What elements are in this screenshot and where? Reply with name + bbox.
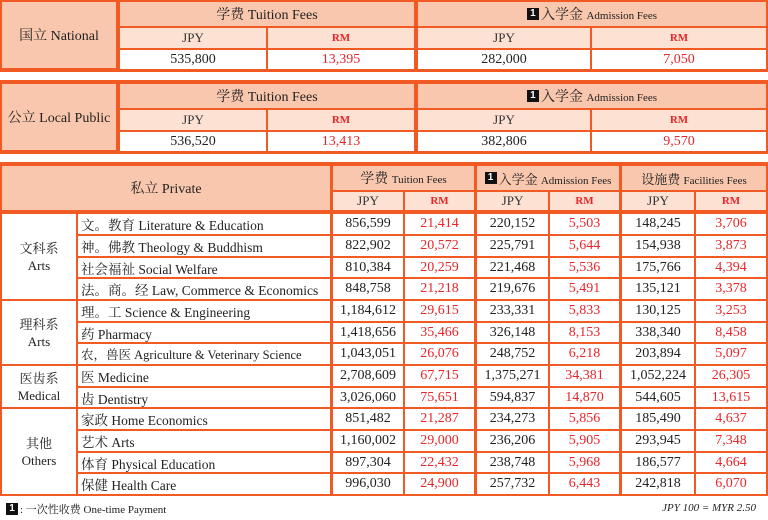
category-medical <box>2 366 76 407</box>
category-en: Medical <box>17 387 61 403</box>
table-cell-admission-rm: 6,443 <box>550 474 619 494</box>
category-en: Arts <box>27 257 51 273</box>
category-en: Others <box>21 452 57 468</box>
table-cell-facilities-rm: 4,394 <box>696 258 766 277</box>
table-cell-admission-jpy: 1,375,271 <box>477 366 548 386</box>
table-cell-tuition-jpy: 996,030 <box>333 474 403 494</box>
private-tuition-jpy-label: JPY <box>333 192 403 210</box>
table-cell-facilities-rm: 4,664 <box>696 453 766 472</box>
table-row-subject: 理。工 Science & Engineering <box>78 301 330 321</box>
table-cell-facilities-jpy: 203,894 <box>622 344 694 364</box>
table-cell-facilities-jpy: 175,766 <box>622 258 694 277</box>
national-tuition-header: 学费 Tuition Fees <box>120 2 414 26</box>
local-tuition-header: 学费 Tuition Fees <box>120 84 414 108</box>
table-cell-admission-rm: 14,870 <box>550 388 619 407</box>
table-cell-facilities-jpy: 242,818 <box>622 474 694 494</box>
category-zh: 医齿系 <box>19 370 59 386</box>
national-label: 国立 National <box>2 2 116 68</box>
national-admission-rm: 7,050 <box>592 50 766 69</box>
table-row-subject: 齿 Dentistry <box>78 388 330 407</box>
private-admission-header <box>477 166 619 190</box>
one-time-badge: 1 <box>6 503 18 515</box>
category-others <box>2 409 76 494</box>
table-cell-facilities-rm: 8,458 <box>696 323 766 342</box>
local-tuition-rm: 13,413 <box>268 132 414 151</box>
category-zh: 其他 <box>25 435 52 451</box>
table-cell-admission-rm: 5,491 <box>550 279 619 299</box>
national-admission-title: 入学金 Admission Fees <box>540 8 658 23</box>
local-label: 公立 Local Public <box>2 84 116 150</box>
one-time-badge: 1 <box>527 90 539 102</box>
table-cell-admission-jpy: 225,791 <box>477 236 548 256</box>
table-cell-tuition-rm: 67,715 <box>405 366 474 386</box>
table-cell-tuition-rm: 29,615 <box>405 301 474 321</box>
table-cell-admission-rm: 5,833 <box>550 301 619 321</box>
local-tuition-rm-label: RM <box>268 110 414 130</box>
private-facilities-rm-label: RM <box>696 192 766 210</box>
table-cell-admission-rm: 5,856 <box>550 409 619 429</box>
table-cell-facilities-rm: 13,615 <box>696 388 766 407</box>
national-tuition-rm: 13,395 <box>268 50 414 69</box>
local-admission-header <box>418 84 766 108</box>
local-admission-rm-label: RM <box>592 110 766 130</box>
table-cell-tuition-rm: 20,572 <box>405 236 474 256</box>
one-time-badge: 1 <box>527 8 539 20</box>
private-admission-jpy-label: JPY <box>477 192 548 210</box>
private-tuition-rm-label: RM <box>405 192 474 210</box>
table-cell-admission-rm: 5,905 <box>550 431 619 451</box>
national-admission-jpy: 282,000 <box>418 50 590 69</box>
national-admission-jpy-label: JPY <box>418 28 590 48</box>
table-cell-tuition-rm: 75,651 <box>405 388 474 407</box>
table-row-subject: 艺术 Arts <box>78 431 330 451</box>
table-row-subject: 体育 Physical Education <box>78 453 330 472</box>
private-facilities-jpy-label: JPY <box>622 192 694 210</box>
table-cell-facilities-jpy: 544,605 <box>622 388 694 407</box>
footnote-text: : 一次性收费 One-time Payment <box>20 504 167 516</box>
table-cell-tuition-rm: 29,000 <box>405 431 474 451</box>
table-cell-tuition-jpy: 851,482 <box>333 409 403 429</box>
table-cell-admission-rm: 5,968 <box>550 453 619 472</box>
table-cell-admission-jpy: 257,732 <box>477 474 548 494</box>
table-cell-admission-rm: 6,218 <box>550 344 619 364</box>
table-cell-tuition-rm: 26,076 <box>405 344 474 364</box>
table-cell-tuition-rm: 21,287 <box>405 409 474 429</box>
table-cell-tuition-jpy: 856,599 <box>333 214 403 234</box>
table-cell-tuition-jpy: 2,708,609 <box>333 366 403 386</box>
table-cell-admission-jpy: 220,152 <box>477 214 548 234</box>
table-row-subject: 保健 Health Care <box>78 474 330 494</box>
category-en: Arts <box>27 333 51 349</box>
table-cell-tuition-jpy: 897,304 <box>333 453 403 472</box>
table-cell-facilities-jpy: 293,945 <box>622 431 694 451</box>
table-cell-facilities-rm: 4,637 <box>696 409 766 429</box>
private-facilities-header <box>622 166 766 190</box>
table-cell-tuition-rm: 20,259 <box>405 258 474 277</box>
table-cell-tuition-jpy: 3,026,060 <box>333 388 403 407</box>
table-cell-tuition-jpy: 1,160,002 <box>333 431 403 451</box>
table-cell-tuition-rm: 35,466 <box>405 323 474 342</box>
table-cell-facilities-jpy: 338,340 <box>622 323 694 342</box>
table-cell-facilities-jpy: 154,938 <box>622 236 694 256</box>
table-cell-admission-jpy: 594,837 <box>477 388 548 407</box>
table-cell-facilities-rm: 26,305 <box>696 366 766 386</box>
private-tuition-title: 学费 Tuition Fees <box>360 172 447 187</box>
table-cell-admission-jpy: 238,748 <box>477 453 548 472</box>
private-label: 私立 Private <box>2 166 330 210</box>
table-cell-admission-rm: 5,503 <box>550 214 619 234</box>
national-admission-rm-label: RM <box>592 28 766 48</box>
table-cell-admission-jpy: 233,331 <box>477 301 548 321</box>
table-cell-admission-jpy: 221,468 <box>477 258 548 277</box>
local-tuition-jpy-label: JPY <box>120 110 266 130</box>
private-admission-rm-label: RM <box>550 192 619 210</box>
national-tuition-jpy-label: JPY <box>120 28 266 48</box>
table-cell-tuition-jpy: 848,758 <box>333 279 403 299</box>
exchange-rate: JPY 100 = MYR 2.50 <box>662 502 756 514</box>
table-row-subject: 社会福祉 Social Welfare <box>78 258 330 277</box>
table-cell-facilities-rm: 3,873 <box>696 236 766 256</box>
table-cell-facilities-rm: 3,378 <box>696 279 766 299</box>
private-tuition-header <box>333 166 474 190</box>
table-row-subject: 法。商。经 Law, Commerce & Economics <box>78 279 330 299</box>
table-cell-tuition-rm: 21,218 <box>405 279 474 299</box>
table-row-subject: 农，兽医 Agriculture & Veterinary Science <box>78 344 330 364</box>
national-admission-header <box>418 2 766 26</box>
table-row-subject: 神。佛教 Theology & Buddhism <box>78 236 330 256</box>
table-cell-facilities-rm: 5,097 <box>696 344 766 364</box>
table-cell-facilities-rm: 3,706 <box>696 214 766 234</box>
local-admission-jpy-label: JPY <box>418 110 590 130</box>
table-cell-tuition-rm: 21,414 <box>405 214 474 234</box>
category-zh: 理科系 <box>19 316 59 332</box>
local-admission-jpy: 382,806 <box>418 132 590 151</box>
category-zh: 文科系 <box>19 240 59 256</box>
private-admission-title: 入学金 Admission Fees <box>498 171 612 187</box>
category-science <box>2 301 76 364</box>
table-cell-tuition-rm: 22,432 <box>405 453 474 472</box>
table-cell-facilities-rm: 6,070 <box>696 474 766 494</box>
table-cell-facilities-rm: 7,348 <box>696 431 766 451</box>
table-row-subject: 医 Medicine <box>78 366 330 386</box>
table-cell-facilities-jpy: 185,490 <box>622 409 694 429</box>
table-cell-tuition-jpy: 1,184,612 <box>333 301 403 321</box>
table-cell-admission-rm: 8,153 <box>550 323 619 342</box>
local-tuition-jpy: 536,520 <box>120 132 266 151</box>
national-tuition-rm-label: RM <box>268 28 414 48</box>
table-cell-admission-rm: 34,381 <box>550 366 619 386</box>
one-time-badge: 1 <box>485 172 497 184</box>
table-cell-admission-rm: 5,644 <box>550 236 619 256</box>
table-cell-tuition-jpy: 1,418,656 <box>333 323 403 342</box>
local-admission-rm: 9,570 <box>592 132 766 151</box>
national-tuition-jpy: 535,800 <box>120 50 266 69</box>
table-cell-tuition-jpy: 810,384 <box>333 258 403 277</box>
table-cell-facilities-jpy: 135,121 <box>622 279 694 299</box>
table-cell-facilities-jpy: 186,577 <box>622 453 694 472</box>
table-cell-admission-jpy: 219,676 <box>477 279 548 299</box>
table-cell-facilities-rm: 3,253 <box>696 301 766 321</box>
table-row-subject: 家政 Home Economics <box>78 409 330 429</box>
table-cell-facilities-jpy: 1,052,224 <box>622 366 694 386</box>
table-row-subject: 药 Pharmacy <box>78 323 330 342</box>
table-cell-facilities-jpy: 130,125 <box>622 301 694 321</box>
table-cell-tuition-jpy: 822,902 <box>333 236 403 256</box>
private-facilities-title: 设施费 Facilities Fees <box>641 171 747 187</box>
footnote <box>6 501 166 517</box>
local-admission-title: 入学金 Admission Fees <box>540 90 658 105</box>
table-cell-facilities-jpy: 148,245 <box>622 214 694 234</box>
table-cell-tuition-jpy: 1,043,051 <box>333 344 403 364</box>
table-cell-admission-jpy: 234,273 <box>477 409 548 429</box>
category-arts <box>2 214 76 299</box>
table-cell-admission-rm: 5,536 <box>550 258 619 277</box>
table-cell-tuition-rm: 24,900 <box>405 474 474 494</box>
table-cell-admission-jpy: 236,206 <box>477 431 548 451</box>
table-cell-admission-jpy: 326,148 <box>477 323 548 342</box>
table-row-subject: 文。教育 Literature & Education <box>78 214 330 234</box>
table-cell-admission-jpy: 248,752 <box>477 344 548 364</box>
